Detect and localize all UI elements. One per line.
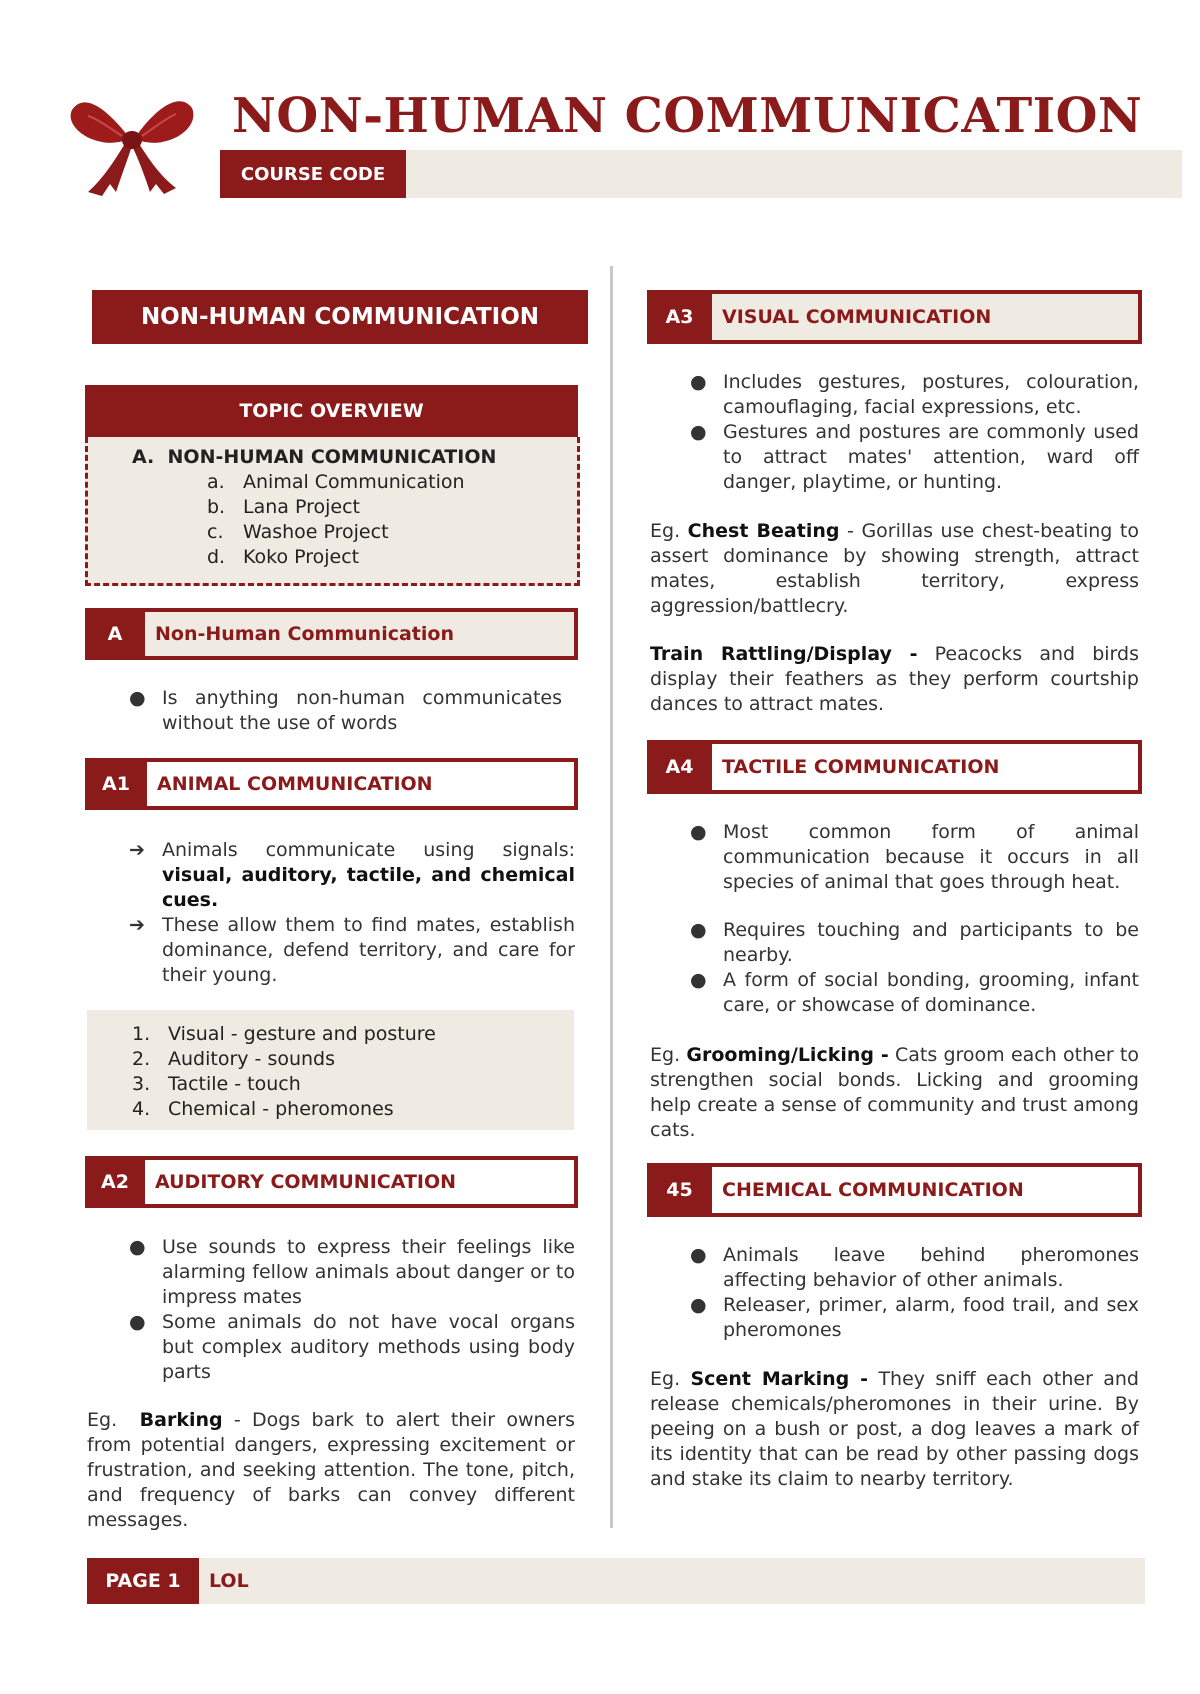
example-paragraph: Eg. Barking - Dogs bark to alert their owners from potential dangers, expressing excitement or frustration, and seeking attention. The tone, pitch, and frequency of barks can convey different messages. [87, 1409, 575, 1531]
example-paragraph: Train Rattling/Display - Peacocks and birds display their feathers as they perform courtship dances to attract mates. [650, 643, 1139, 715]
overview-section-letter: A. [132, 446, 155, 468]
section-tag: A4 [647, 740, 712, 794]
section-header-a [85, 608, 578, 660]
overview-item: a. Animal Communication [207, 471, 465, 493]
bullet-icon: ● [690, 1294, 707, 1316]
section-header-a5 [647, 1163, 1142, 1217]
list-item: 1. Visual - gesture and posture [132, 1023, 436, 1045]
bullet-item: ● Is anything non-human communicates without the use of words [129, 687, 562, 734]
section-header-a3 [647, 290, 1142, 344]
bullet-item: ● Releaser, primer, alarm, food trail, and sex pheromones [690, 1294, 1139, 1341]
bullet-item: ● Requires touching and participants to be nearby. [690, 919, 1139, 966]
arrow-item: ➔ Animals communicate using signals: visual, auditory, tactile, and chemical cues. [129, 839, 575, 911]
section-tag: A2 [85, 1156, 145, 1208]
arrow-icon: ➔ [129, 839, 145, 861]
overview-section-title [132, 446, 496, 468]
section-tag: 45 [647, 1163, 712, 1217]
column-divider [610, 266, 613, 1528]
overview-item: c. Washoe Project [207, 521, 389, 543]
bullet-icon: ● [690, 919, 707, 941]
section-label: AUDITORY COMMUNICATION [145, 1156, 578, 1208]
bullet-icon: ● [690, 371, 707, 393]
overview-item: b. Lana Project [207, 496, 360, 518]
topic-overview-heading: TOPIC OVERVIEW [85, 385, 578, 437]
section-label: ANIMAL COMMUNICATION [147, 758, 578, 810]
bullet-item: ● Includes gestures, postures, colouration, camouflaging, facial expressions, etc. [690, 371, 1139, 418]
bullet-item: ● Animals leave behind pheromones affecting behavior of other animals. [690, 1244, 1139, 1291]
bullet-icon: ● [129, 687, 146, 709]
section-header-a4 [647, 740, 1142, 794]
bullet-icon: ● [690, 421, 707, 443]
bullet-icon: ● [129, 1311, 146, 1333]
list-item: 3. Tactile - touch [132, 1073, 301, 1095]
section-tag: A3 [647, 290, 712, 344]
bullet-item: ● A form of social bonding, grooming, infant care, or showcase of dominance. [690, 969, 1139, 1016]
bullet-icon: ● [690, 821, 707, 843]
page-title: NON-HUMAN COMMUNICATION [232, 88, 1143, 144]
bullet-item: ● Most common form of animal communication because it occurs in all species of animal that goes through heat. [690, 821, 1139, 893]
arrow-item: ➔ These allow them to find mates, establish dominance, defend territory, and care for their young. [129, 914, 575, 986]
bullet-icon: ● [690, 969, 707, 991]
page-number: PAGE 1 [87, 1558, 199, 1604]
example-paragraph: Eg. Grooming/Licking - Cats groom each other to strengthen social bonds. Licking and grooming help create a sense of community and trust among cats. [650, 1044, 1139, 1141]
section-tag: A1 [85, 758, 147, 810]
bullet-item: ● Some animals do not have vocal organs but complex auditory methods using body parts [129, 1311, 575, 1383]
bullet-icon: ● [690, 1244, 707, 1266]
arrow-icon: ➔ [129, 914, 145, 936]
course-code-label: COURSE CODE [220, 150, 406, 198]
bullet-item: ● Gestures and postures are commonly used to attract mates' attention, ward off danger, playtime, or hunting. [690, 421, 1139, 493]
overview-section-text: NON-HUMAN COMMUNICATION [167, 446, 497, 468]
example-paragraph: Eg. Chest Beating - Gorillas use chest-beating to assert dominance by showing strength, attract mates, establish territory, express aggression/battlecry. [650, 520, 1139, 617]
example-paragraph: Eg. Scent Marking - They sniff each other and release chemicals/pheromones in their urine. By peeing on a bush or post, a dog leaves a mark of its identity that can be read by other passing dogs and stake its claim to nearby territory. [650, 1368, 1139, 1490]
footer-note: LOL [209, 1570, 249, 1592]
section-header-a2 [85, 1156, 578, 1208]
list-item: 4. Chemical - pheromones [132, 1098, 394, 1120]
section-label: Non-Human Communication [145, 608, 578, 660]
bullet-item: ● Use sounds to express their feelings like alarming fellow animals about danger or to impress mates [129, 1236, 575, 1308]
section-label: CHEMICAL COMMUNICATION [712, 1163, 1142, 1217]
list-item: 2. Auditory - sounds [132, 1048, 336, 1070]
section-tag: A [85, 608, 145, 660]
section-label: TACTILE COMMUNICATION [712, 740, 1142, 794]
ribbon-bow-icon [66, 88, 198, 198]
overview-item: d. Koko Project [207, 546, 360, 568]
section-header-a1 [85, 758, 578, 810]
section-label: VISUAL COMMUNICATION [712, 290, 1142, 344]
bullet-icon: ● [129, 1236, 146, 1258]
main-section-title: NON-HUMAN COMMUNICATION [92, 290, 588, 344]
